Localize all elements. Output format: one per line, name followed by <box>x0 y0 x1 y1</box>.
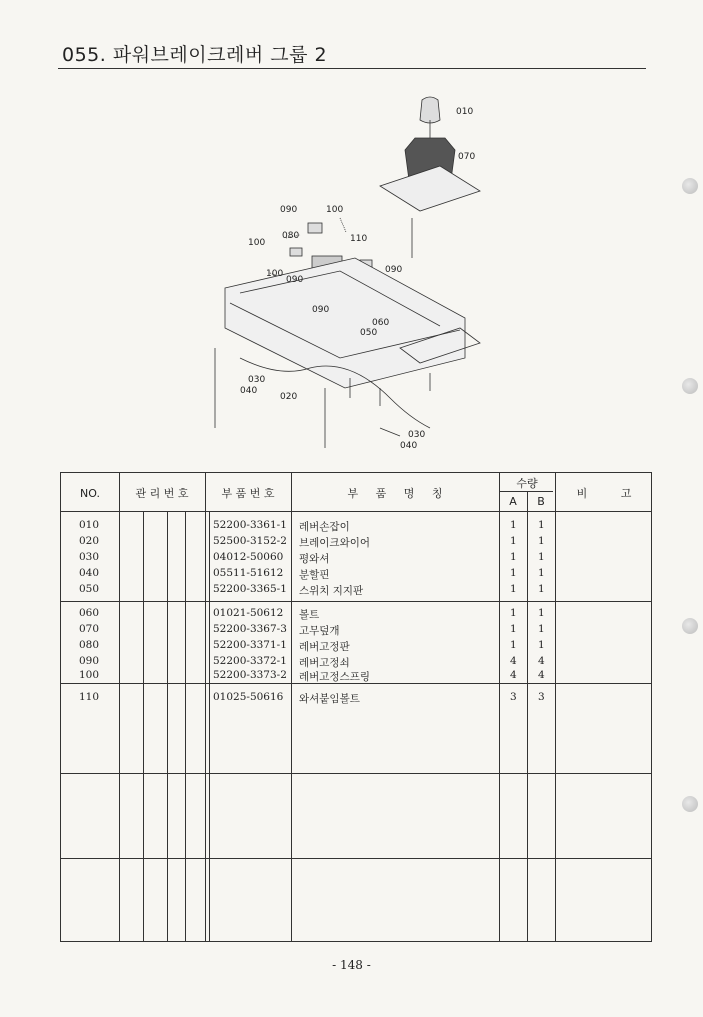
row-qty-a: 1 <box>510 639 517 651</box>
row-part-name: 레버고정쇠 <box>299 657 350 669</box>
callout-label: 100 <box>248 238 266 248</box>
title-rule <box>58 68 646 69</box>
page-title: 055. 파워브레이크레버 그룹 2 <box>62 44 328 66</box>
callout-label: 110 <box>350 234 368 244</box>
callout-label: 020 <box>280 392 298 402</box>
punch-hole <box>682 618 698 634</box>
row-qty-a: 4 <box>510 669 517 681</box>
header-remarks: 비 고 <box>576 487 632 500</box>
punch-hole <box>682 796 698 812</box>
row-part-name: 레버고정판 <box>299 641 350 653</box>
callout-label: 010 <box>456 107 474 117</box>
callout-label: 070 <box>458 152 476 162</box>
row-qty-b: 4 <box>538 669 545 681</box>
header-qty-a: A <box>509 495 517 508</box>
row-part-no: 01025-50616 <box>213 691 284 703</box>
parts-table <box>60 472 652 942</box>
row-part-no: 52200-3365-1 <box>213 583 287 595</box>
callout-label: 090 <box>385 265 403 275</box>
header-part-name: 부 품 명 칭 <box>347 487 443 500</box>
row-no: 060 <box>79 607 100 619</box>
callout-label: 090 <box>286 275 304 285</box>
parts-diagram <box>200 88 490 458</box>
header-no: NO. <box>80 487 100 500</box>
callout-label: 040 <box>400 441 418 451</box>
row-qty-a: 1 <box>510 551 517 563</box>
row-no: 110 <box>79 691 100 703</box>
row-part-name: 와셔붙임볼트 <box>299 693 360 705</box>
header-mgmt: 관 리 번 호 <box>135 487 189 500</box>
callout-label: 030 <box>408 430 426 440</box>
row-qty-b: 1 <box>538 639 545 651</box>
row-qty-a: 1 <box>510 519 517 531</box>
row-no: 020 <box>79 535 100 547</box>
row-no: 080 <box>79 639 100 651</box>
callout-label: 090 <box>280 205 298 215</box>
callout-label: 060 <box>372 318 390 328</box>
header-qty: 수량 <box>516 477 538 490</box>
row-part-name: 볼트 <box>299 609 320 621</box>
row-no: 030 <box>79 551 100 563</box>
callout-label: 090 <box>312 305 330 315</box>
row-qty-b: 1 <box>538 623 545 635</box>
row-part-name: 평와셔 <box>299 553 330 565</box>
row-part-no: 04012-50060 <box>213 551 284 563</box>
row-part-name: 브레이크와이어 <box>299 537 371 549</box>
row-no: 100 <box>79 669 100 681</box>
row-qty-b: 3 <box>538 691 545 703</box>
row-no: 050 <box>79 583 100 595</box>
row-qty-a: 1 <box>510 583 517 595</box>
row-part-name: 레버손잡이 <box>299 521 350 533</box>
header-part-no: 부 품 번 호 <box>221 487 275 500</box>
row-qty-b: 1 <box>538 519 545 531</box>
callout-label: 050 <box>360 328 378 338</box>
row-part-no: 05511-51612 <box>213 567 284 579</box>
row-part-no: 52200-3371-1 <box>213 639 287 651</box>
row-part-name: 레버고정스프링 <box>299 671 371 683</box>
row-qty-b: 4 <box>538 655 545 667</box>
row-qty-a: 3 <box>510 691 517 703</box>
row-no: 040 <box>79 567 100 579</box>
row-part-name: 분할핀 <box>299 569 330 581</box>
row-part-no: 52200-3361-1 <box>213 519 287 531</box>
row-part-no: 52200-3367-3 <box>213 623 287 635</box>
row-no: 090 <box>79 655 100 667</box>
row-qty-b: 1 <box>538 583 545 595</box>
punch-hole <box>682 378 698 394</box>
callout-label: 030 <box>248 375 266 385</box>
row-qty-b: 1 <box>538 535 545 547</box>
row-qty-a: 1 <box>510 623 517 635</box>
row-qty-b: 1 <box>538 567 545 579</box>
row-qty-a: 1 <box>510 607 517 619</box>
row-no: 070 <box>79 623 100 635</box>
row-qty-b: 1 <box>538 551 545 563</box>
punch-hole <box>682 178 698 194</box>
callout-label: 100 <box>266 269 284 279</box>
row-part-name: 고무덮개 <box>299 625 340 637</box>
row-part-no: 52200-3372-1 <box>213 655 287 667</box>
row-part-no: 52200-3373-2 <box>213 669 287 681</box>
row-part-name: 스위치 지지판 <box>299 585 364 597</box>
row-qty-a: 1 <box>510 535 517 547</box>
row-qty-a: 4 <box>510 655 517 667</box>
callout-label: 040 <box>240 386 258 396</box>
row-no: 010 <box>79 519 100 531</box>
row-part-no: 52500-3152-2 <box>213 535 287 547</box>
callout-label: 080 <box>282 231 300 241</box>
page-number: - 148 - <box>332 958 371 972</box>
row-part-no: 01021-50612 <box>213 607 284 619</box>
row-qty-b: 1 <box>538 607 545 619</box>
callout-label: 100 <box>326 205 344 215</box>
header-qty-b: B <box>537 495 545 508</box>
row-qty-a: 1 <box>510 567 517 579</box>
